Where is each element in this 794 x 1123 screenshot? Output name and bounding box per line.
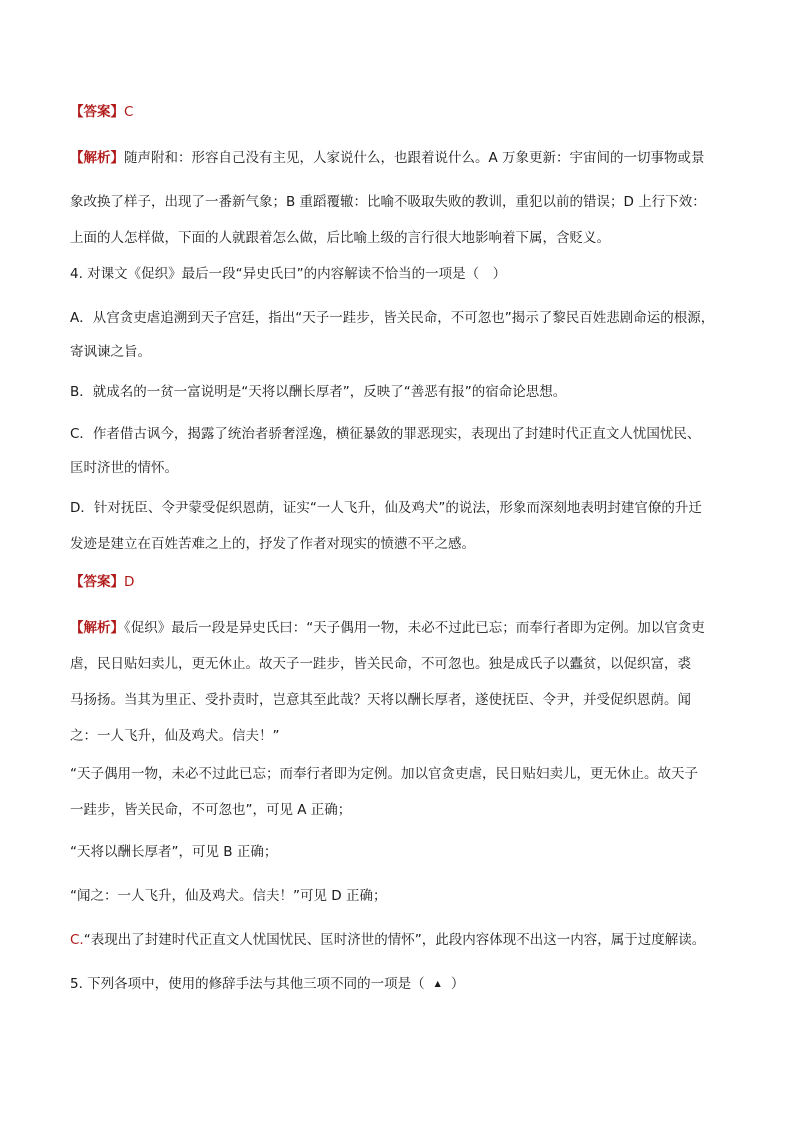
answer-label: 【答案】	[70, 104, 124, 120]
analysis-line-2-8: “闻之：一人飞升，仙及鸡犬。信夫！”可见 D 正确；	[70, 888, 387, 904]
blank-triangle-icon: ▲	[434, 979, 441, 988]
question-5-text: 5. 下列各项中，使用的修辞手法与其他三项不同的一项是（	[70, 976, 425, 992]
analysis-line-1-3: 上面的人怎样做，下面的人就跟着怎么做，后比喻上级的言行很大地影响着下属，含贬义。	[70, 230, 610, 246]
analysis-line-2-6: 一跬步，皆关民命，不可忽也”，可见 A 正确；	[70, 802, 352, 818]
analysis-text: “表现出了封建时代正直文人忧国忧民、匡时济世的情怀”，此段内容体现不出这一内容，属于过度解读。	[83, 932, 706, 948]
analysis-label: 【解析】	[70, 620, 124, 636]
analysis-line-1-1	[70, 148, 705, 168]
q4-option-a-line-1: A．从宫贪吏虐追溯到天子宫廷，指出“天子一跬步，皆关民命，不可忽也”揭示了黎民百姓悲剧命运的根源，	[70, 310, 715, 326]
analysis-line-2-7: “天将以酬长厚者”，可见 B 正确；	[70, 844, 278, 860]
answer-line-1	[70, 102, 133, 122]
analysis-text: 《促织》最后一段是异史氏曰：“天子偶用一物，未必不过此已忘；而奉行者即为定例。加以官贪吏	[124, 620, 705, 636]
analysis-line-2-9	[70, 930, 705, 950]
analysis-line-2-4: 之：一人飞升，仙及鸡犬。信夫！”	[70, 728, 280, 744]
q4-option-c-line-1: C．作者借古讽今，揭露了统治者骄奢淫逸，横征暴敛的罪恶现实，表现出了封建时代正直文人忧国忧民、	[70, 426, 701, 442]
analysis-line-2-5: “天子偶用一物，未必不过此已忘；而奉行者即为定例。加以官贪吏虐，民日贴妇卖儿，更无休止。故天子	[70, 766, 698, 782]
analysis-line-1-2: 象改换了样子，出现了一番新气象；B 重蹈覆辙：比喻不吸取失败的教训，重犯以前的错误；D 上行下效：	[70, 194, 706, 210]
answer-value: D	[124, 574, 135, 590]
analysis-text: 随声附和：形容自己没有主见，人家说什么，也跟着说什么。A 万象更新：宇宙间的一切事物或景	[124, 150, 705, 166]
analysis-line-2-2: 虐，民日贴妇卖儿，更无休止。故天子一跬步，皆关民命，不可忽也。独是成氏子以蠹贫，以促织富，裘	[70, 656, 691, 672]
question-5-stem	[70, 974, 464, 994]
q4-option-b: B．就成名的一贫一富说明是“天将以酬长厚者”，反映了“善恶有报”的宿命论思想。	[70, 384, 567, 400]
analysis-label: 【解析】	[70, 150, 124, 166]
question-5-close: ）	[450, 976, 465, 992]
q4-option-a-line-2: 寄讽谏之旨。	[70, 344, 151, 360]
analysis-line-2-3: 马扬扬。当其为里正、受扑责时，岂意其至此哉？天将以酬长厚者，遂使抚臣、令尹，并受促织恩荫。闻	[70, 692, 691, 708]
q4-option-d-line-2: 发迹是建立在百姓苦难之上的，抒发了作者对现实的愤懑不平之感。	[70, 536, 475, 552]
analysis-line-2-1	[70, 618, 705, 638]
question-4-stem: 4. 对课文《促织》最后一段“异史氏曰”的内容解读不恰当的一项是（ ）	[70, 266, 507, 282]
option-c-ref: C.	[70, 932, 84, 948]
q4-option-d-line-1: D．针对抚臣、令尹蒙受促织恩荫，证实“一人飞升，仙及鸡犬”的说法，形象而深刻地表明封建官僚的升迁	[70, 500, 702, 516]
answer-label: 【答案】	[70, 574, 124, 590]
answer-value: C	[124, 104, 134, 120]
q4-option-c-line-2: 匡时济世的情怀。	[70, 460, 178, 476]
answer-line-2	[70, 572, 134, 592]
